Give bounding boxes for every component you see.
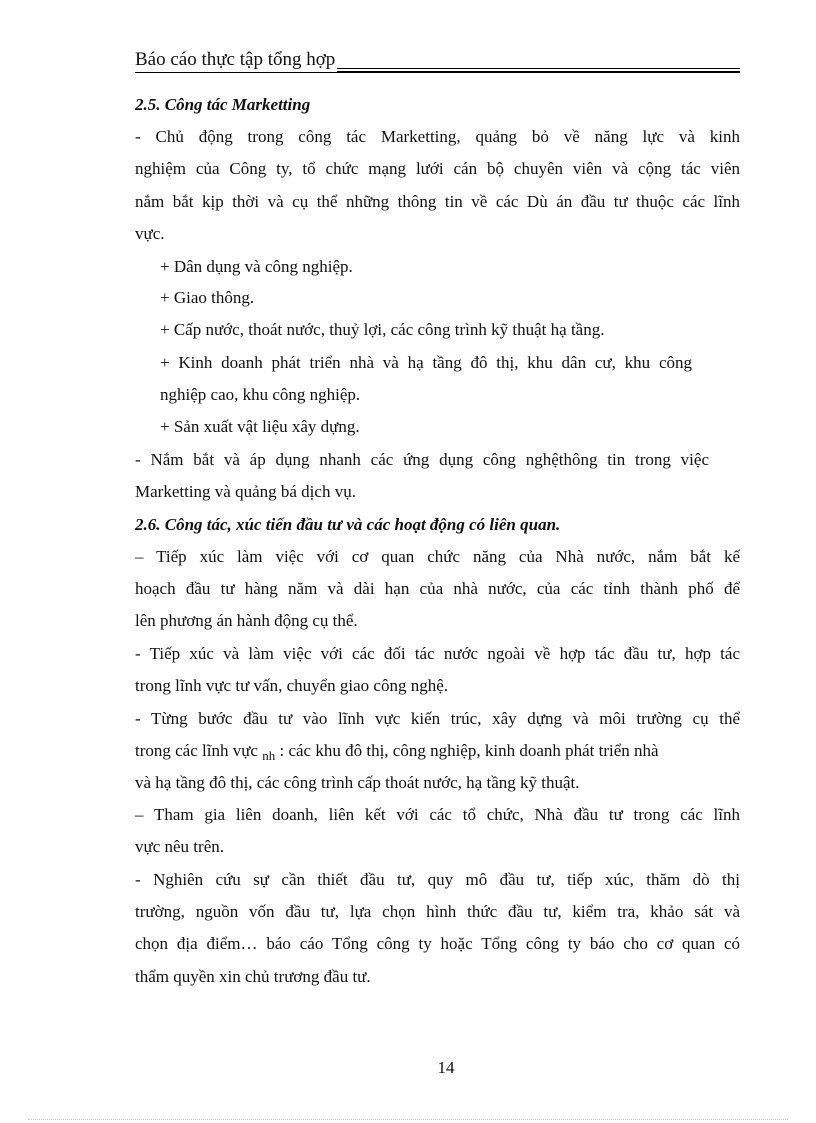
list-item: + Dân dụng và công nghiệp. [160, 257, 353, 276]
list-item: + Cấp nước, thoát nước, thuỷ lợi, các công trình kỹ thuật hạ tầng. [160, 320, 605, 339]
paragraph-line: vực nêu trên. [135, 837, 224, 856]
paragraph-line: trường, nguồn vốn đầu tư, lựa chọn hình thức đầu tư, kiểm tra, khảo sát và [135, 902, 740, 921]
line-text: : các khu đô thị, công nghiệp, kinh doanh phát triển nhà [279, 741, 659, 760]
page-number: 14 [437, 1058, 455, 1077]
running-header [135, 48, 740, 74]
paragraph-line: vực. [135, 224, 165, 243]
paragraph-line: - Nghiên cứu sự cần thiết đầu tư, quy mô đầu tư, tiếp xúc, thăm dò thị [135, 870, 740, 889]
paragraph-line: - Nắm bắt và áp dụng nhanh các ứng dụng công nghệthông tin trong việc [135, 450, 709, 469]
paragraph-line: thẩm quyền xin chủ trương đầu tư. [135, 967, 371, 986]
list-item: + Kinh doanh phát triển nhà và hạ tầng đô thị, khu dân cư, khu công [160, 353, 692, 372]
section-heading-2-5: 2.5. Công tác Marketting [135, 95, 311, 114]
paragraph-line: hoạch đầu tư hàng năm và dài hạn của nhà nước, của các tỉnh thành phố để [135, 579, 740, 598]
paragraph-line: - Từng bước đầu tư vào lĩnh vực kiến trúc, xây dựng và môi trường cụ thể [135, 709, 740, 728]
subscript-note: nh [262, 748, 276, 763]
page-bottom-border [28, 1119, 788, 1120]
line-text: trong các lĩnh vực [135, 741, 258, 760]
paragraph-line: - Tiếp xúc và làm việc với các đối tác nước ngoài về hợp tác đầu tư, hợp tác [135, 644, 740, 663]
paragraph-line: nghiệm của Công ty, tổ chức mạng lưới cán bộ chuyên viên và cộng tác viên [135, 159, 740, 178]
paragraph-line: nắm bắt kịp thời và cụ thể những thông tin về các Dù án đầu tư thuộc các lĩnh [135, 192, 740, 211]
header-title: Báo cáo thực tập tổng hợp [135, 49, 336, 70]
paragraph-line [135, 740, 659, 762]
paragraph-line: – Tham gia liên doanh, liên kết với các tổ chức, Nhà đầu tư trong các lĩnh [135, 805, 740, 824]
paragraph-line: chọn địa điểm… báo cáo Tổng công ty hoặc Tổng công ty báo cho cơ quan có [135, 934, 740, 953]
list-item: + Sản xuất vật liệu xây dựng. [160, 417, 360, 436]
list-item: + Giao thông. [160, 288, 255, 307]
paragraph-line: – Tiếp xúc làm việc với cơ quan chức năng của Nhà nước, nắm bắt kế [135, 547, 740, 566]
paragraph-line: lên phương án hành động cụ thể. [135, 611, 358, 630]
list-item-continuation: nghiệp cao, khu công nghiệp. [160, 385, 361, 404]
paragraph-line: trong lĩnh vực tư vấn, chuyển giao công nghệ. [135, 676, 449, 695]
paragraph-line: Marketting và quảng bá dịch vụ. [135, 482, 356, 501]
paragraph-line: - Chủ động trong công tác Marketting, quảng bỏ về năng lực và kinh [135, 127, 740, 146]
section-heading-2-6: 2.6. Công tác, xúc tiến đầu tư và các hoạt động có liên quan. [135, 515, 561, 534]
paragraph-line: và hạ tầng đô thị, các công trình cấp thoát nước, hạ tầng kỹ thuật. [135, 773, 580, 792]
